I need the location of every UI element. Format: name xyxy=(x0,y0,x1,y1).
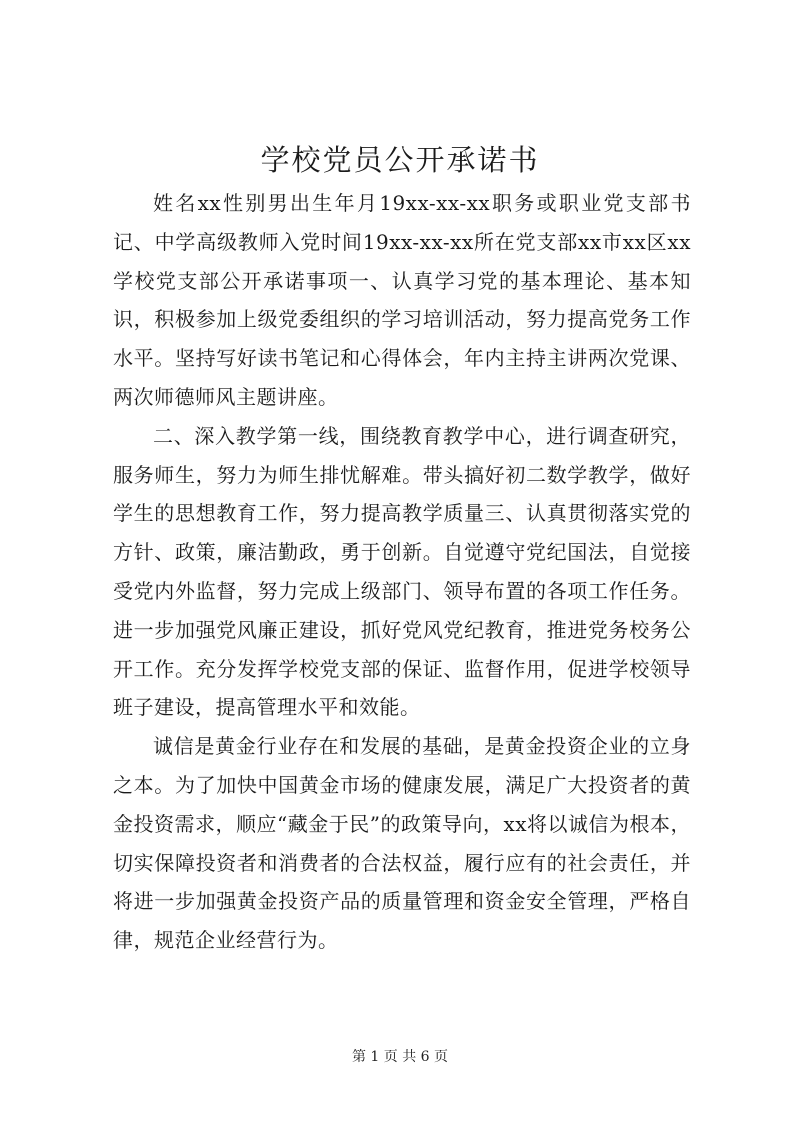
page-footer: 第 1 页 共 6 页 xyxy=(351,1049,449,1065)
paragraph-2: 二、深入教学第一线，围绕教育教学中心，进行调查研究，服务师生，努力为师生排忧解难。带头搞好初二数学教学，做好学生的思想教育工作，努力提高教学质量三、认真贯彻落实党的方针、政策，廉洁勤政，勇于创新。自觉遵守党纪国法，自觉接受党内外监督，努力完成上级部门、领导布置的各项工作任务。进一步加强党风廉正建设，抓好党风党纪教育，推进党务校务公开工作。充分发挥学校党支部的保证、监督作用，促进学校领导班子建设，提高管理水平和效能。 xyxy=(113,423,691,720)
paragraph-1: 姓名xx性别男出生年月19xx-xx-xx职务或职业党支部书记、中学高级教师入党时间19xx-xx-xx所在党支部xx市xx区xx学校党支部公开承诺事项一、认真学习党的基本理论、基本知识，积极参加上级党委组织的学习培训活动，努力提高党务工作水平。坚持写好读书笔记和心得体会，年内主持主讲两次党课、两次师德师风主题讲座。 xyxy=(113,191,691,409)
document-title: 学校党员公开承诺书 xyxy=(260,143,540,177)
paragraph-3: 诚信是黄金行业存在和发展的基础，是黄金投资企业的立身之本。为了加快中国黄金市场的健康发展，满足广大投资者的黄金投资需求，顺应“藏金于民”的政策导向，xx将以诚信为根本，切实保障投资者和消费者的合法权益，履行应有的社会责任，并将进一步加强黄金投资产品的质量管理和资金安全管理，严格自律，规范企业经营行为。 xyxy=(113,734,692,953)
document-body xyxy=(113,184,691,960)
